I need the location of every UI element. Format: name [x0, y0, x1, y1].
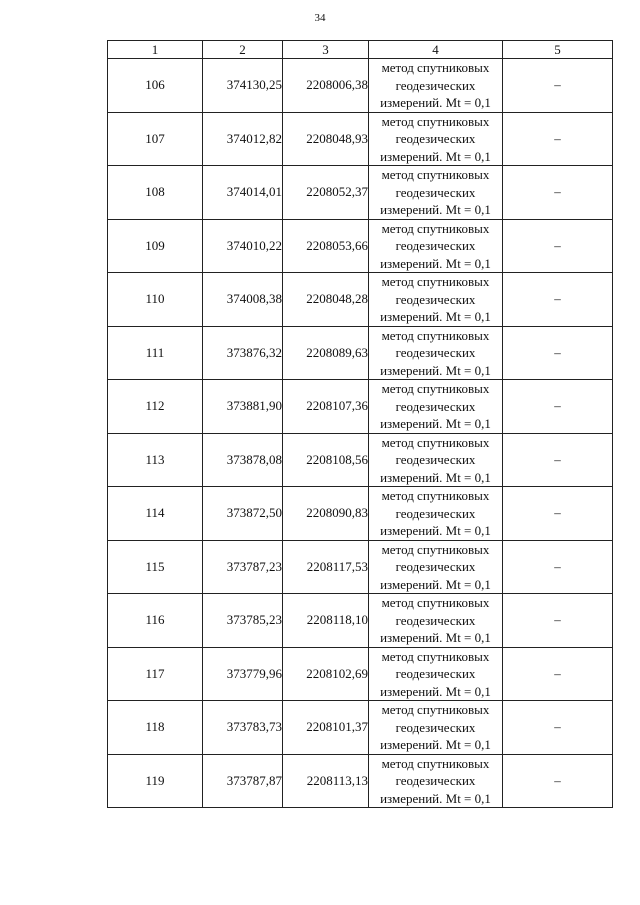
method-line: измерений. Mt = 0,1 [380, 309, 491, 324]
y-coordinate-cell: 2208113,13 [283, 754, 369, 808]
method-cell [369, 487, 503, 541]
method-cell [369, 112, 503, 166]
method-line: метод спутниковых [381, 488, 490, 503]
method-cell [369, 701, 503, 755]
method-line: измерений. Mt = 0,1 [380, 630, 491, 645]
y-coordinate-cell: 2208052,37 [283, 166, 369, 220]
note-cell: – [503, 166, 613, 220]
y-coordinate-cell: 2208048,93 [283, 112, 369, 166]
point-number-cell: 108 [108, 166, 203, 220]
note-cell: – [503, 112, 613, 166]
method-line: метод спутниковых [381, 327, 490, 343]
method-line: геодезических [395, 291, 476, 307]
x-coordinate-cell: 373872,50 [203, 487, 283, 541]
note-cell: – [503, 754, 613, 808]
point-number-cell: 109 [108, 219, 203, 273]
x-coordinate-cell: 373787,23 [203, 540, 283, 594]
note-cell: – [503, 59, 613, 113]
method-line: геодезических [395, 773, 476, 788]
method-cell [369, 754, 503, 808]
method-line: метод спутниковых [381, 381, 490, 396]
method-line: измерений. Mt = 0,1 [380, 95, 491, 110]
method-cell [369, 166, 503, 220]
method-line: метод спутниковых [381, 220, 490, 236]
method-line: измерений. Mt = 0,1 [380, 416, 491, 431]
x-coordinate-cell: 374130,25 [203, 59, 283, 113]
x-coordinate-cell: 373876,32 [203, 326, 283, 380]
method-cell [369, 219, 503, 273]
method-line: измерений. Mt = 0,1 [380, 683, 491, 699]
point-number-cell: 116 [108, 594, 203, 648]
table-row [108, 594, 613, 648]
method-cell [369, 594, 503, 648]
method-line: измерений. Mt = 0,1 [380, 362, 491, 378]
page-number: 34 [314, 12, 326, 24]
point-number-cell: 118 [108, 701, 203, 755]
method-line: геодезических [395, 612, 476, 628]
table-row [108, 380, 613, 434]
method-line: измерений. Mt = 0,1 [380, 790, 491, 806]
header-col-5: 5 [503, 41, 613, 59]
method-line: измерений. Mt = 0,1 [380, 576, 491, 592]
x-coordinate-cell: 374014,01 [203, 166, 283, 220]
y-coordinate-cell: 2208048,28 [283, 273, 369, 327]
table-row [108, 487, 613, 541]
table-row [108, 433, 613, 487]
y-coordinate-cell: 2208089,63 [283, 326, 369, 380]
table-row [108, 701, 613, 755]
y-coordinate-cell: 2208108,56 [283, 433, 369, 487]
method-cell [369, 273, 503, 327]
y-coordinate-cell: 2208053,66 [283, 219, 369, 273]
note-cell: – [503, 380, 613, 434]
point-number-cell: 119 [108, 754, 203, 808]
note-cell: – [503, 273, 613, 327]
x-coordinate-cell: 373881,90 [203, 380, 283, 434]
note-cell: – [503, 326, 613, 380]
header-col-3: 3 [283, 41, 369, 59]
method-line: метод спутниковых [381, 702, 490, 717]
method-line: метод спутниковых [381, 648, 490, 664]
x-coordinate-cell: 374012,82 [203, 112, 283, 166]
y-coordinate-cell: 2208102,69 [283, 647, 369, 701]
method-cell [369, 380, 503, 434]
y-coordinate-cell: 2208101,37 [283, 701, 369, 755]
method-cell [369, 540, 503, 594]
note-cell: – [503, 701, 613, 755]
method-line: геодезических [395, 131, 476, 146]
table-row [108, 647, 613, 701]
method-line: метод спутниковых [381, 755, 490, 771]
point-number-cell: 107 [108, 112, 203, 166]
method-cell [369, 647, 503, 701]
note-cell: – [503, 219, 613, 273]
method-line: геодезических [395, 505, 476, 521]
note-cell: – [503, 647, 613, 701]
header-col-2: 2 [203, 41, 283, 59]
header-col-4: 4 [369, 41, 503, 59]
method-line: измерений. Mt = 0,1 [380, 202, 491, 217]
method-line: измерений. Mt = 0,1 [380, 523, 491, 538]
x-coordinate-cell: 373783,73 [203, 701, 283, 755]
method-line: геодезических [395, 184, 476, 200]
table-row [108, 754, 613, 808]
table-row [108, 166, 613, 220]
point-number-cell: 117 [108, 647, 203, 701]
method-line: метод спутниковых [381, 113, 490, 129]
method-line: геодезических [395, 238, 476, 253]
y-coordinate-cell: 2208118,10 [283, 594, 369, 648]
method-line: измерений. Mt = 0,1 [380, 255, 491, 271]
point-number-cell: 114 [108, 487, 203, 541]
point-number-cell: 110 [108, 273, 203, 327]
note-cell: – [503, 433, 613, 487]
method-line: измерений. Mt = 0,1 [380, 469, 491, 485]
table-body [108, 59, 613, 808]
method-line: геодезических [395, 77, 476, 93]
method-line: геодезических [395, 452, 476, 467]
method-line: метод спутниковых [381, 434, 490, 450]
table-row [108, 540, 613, 594]
method-cell [369, 59, 503, 113]
method-line: геодезических [395, 398, 476, 414]
y-coordinate-cell: 2208090,83 [283, 487, 369, 541]
method-line: измерений. Mt = 0,1 [380, 737, 491, 752]
x-coordinate-cell: 374008,38 [203, 273, 283, 327]
y-coordinate-cell: 2208006,38 [283, 59, 369, 113]
header-row [108, 41, 613, 59]
method-line: метод спутниковых [381, 60, 490, 75]
x-coordinate-cell: 373785,23 [203, 594, 283, 648]
method-line: метод спутниковых [381, 167, 490, 182]
point-number-cell: 115 [108, 540, 203, 594]
note-cell: – [503, 487, 613, 541]
point-number-cell: 106 [108, 59, 203, 113]
method-line: измерений. Mt = 0,1 [380, 148, 491, 164]
table-row [108, 326, 613, 380]
method-line: геодезических [395, 666, 476, 681]
method-line: геодезических [395, 345, 476, 360]
method-line: метод спутниковых [381, 541, 490, 557]
x-coordinate-cell: 373878,08 [203, 433, 283, 487]
method-line: метод спутниковых [381, 274, 490, 289]
note-cell: – [503, 594, 613, 648]
point-number-cell: 112 [108, 380, 203, 434]
table-row [108, 59, 613, 113]
table-row [108, 219, 613, 273]
coordinates-table [107, 40, 613, 808]
header-col-1: 1 [108, 41, 203, 59]
point-number-cell: 111 [108, 326, 203, 380]
method-line: метод спутниковых [381, 595, 490, 610]
method-line: геодезических [395, 719, 476, 735]
x-coordinate-cell: 374010,22 [203, 219, 283, 273]
table-row [108, 273, 613, 327]
y-coordinate-cell: 2208107,36 [283, 380, 369, 434]
y-coordinate-cell: 2208117,53 [283, 540, 369, 594]
method-cell [369, 326, 503, 380]
method-line: геодезических [395, 559, 476, 574]
note-cell: – [503, 540, 613, 594]
method-cell [369, 433, 503, 487]
x-coordinate-cell: 373787,87 [203, 754, 283, 808]
point-number-cell: 113 [108, 433, 203, 487]
table-row [108, 112, 613, 166]
x-coordinate-cell: 373779,96 [203, 647, 283, 701]
table-header [108, 41, 613, 59]
